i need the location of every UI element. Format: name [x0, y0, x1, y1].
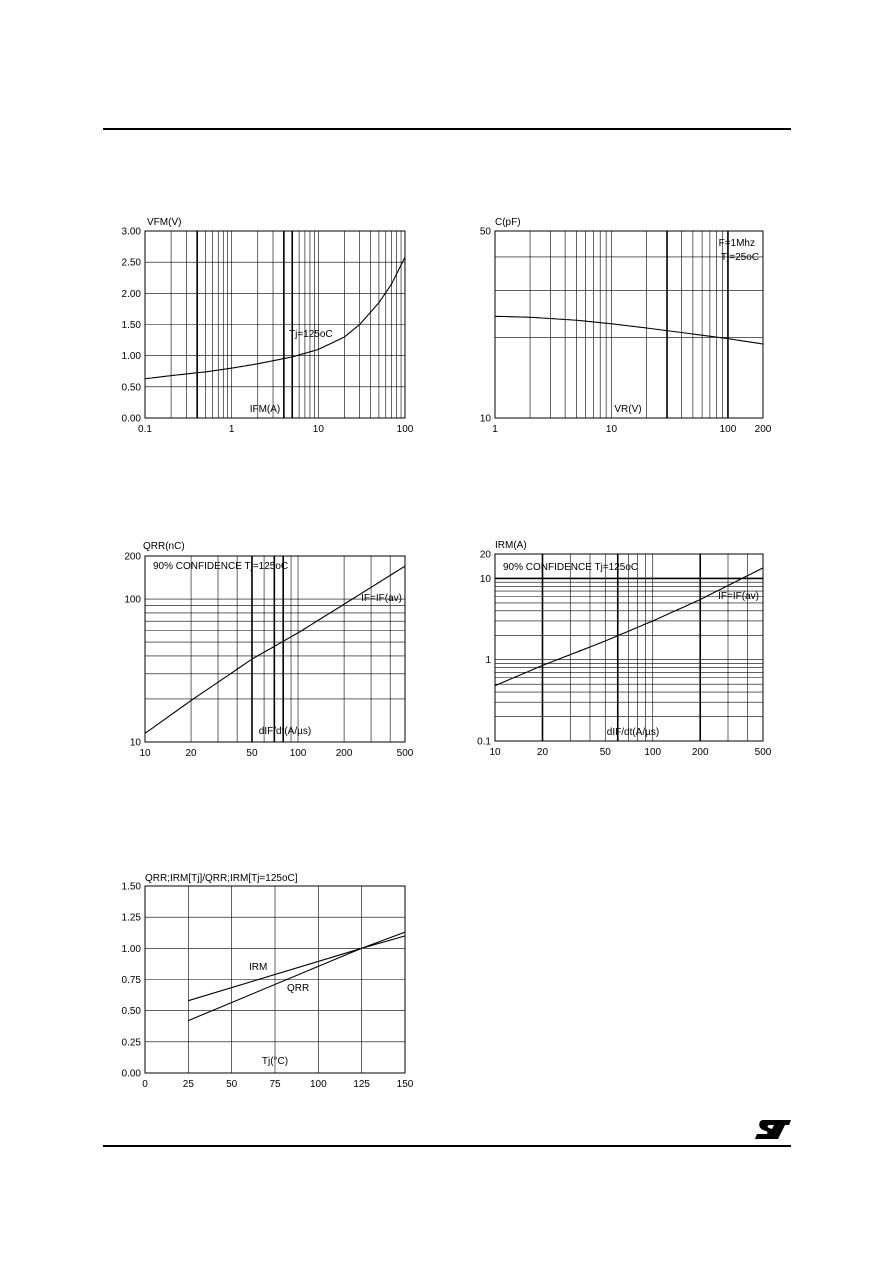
x-tick-label: 50	[599, 747, 611, 758]
y-tick-label: 50	[479, 226, 491, 238]
chart-annotation: IF=IF(av)	[718, 591, 759, 602]
footer-rule	[103, 1145, 791, 1147]
chart-capacitance-vs-vr	[455, 212, 790, 447]
x-tick-label: 1	[492, 424, 498, 435]
x-tick-label: 20	[536, 747, 549, 758]
y-tick-label: 10	[479, 413, 491, 425]
x-tick-label: 10	[312, 424, 324, 435]
chart-annotation: 90% CONFIDENCE Tj=125oC	[503, 562, 639, 573]
x-tick-label: 125	[353, 1079, 371, 1090]
y-tick-label: 200	[124, 551, 141, 563]
x-tick-label: 100	[719, 424, 737, 435]
x-tick-label: 1	[228, 424, 235, 435]
y-tick-label: 1.50	[121, 320, 141, 331]
x-tick-label: 25	[182, 1079, 194, 1090]
y-axis-label: IRM(A)	[495, 540, 527, 551]
x-tick-label: 50	[246, 748, 258, 759]
chart-annotation: Tj=125oC	[289, 329, 333, 340]
chart-vfm-vs-ifm	[103, 212, 433, 447]
x-tick-label: 0.1	[138, 424, 152, 435]
x-tick-label: 500	[396, 748, 414, 759]
y-tick-label: 2.50	[121, 257, 141, 269]
x-tick-label: 100	[309, 1079, 327, 1090]
y-tick-label: 1	[485, 655, 491, 667]
chart-annotation: 90% CONFIDENCE Tj=125oC	[153, 561, 289, 572]
chart-relative-variation-vs-tj	[103, 868, 433, 1103]
chart-irm-vs-dif-dt	[455, 535, 790, 770]
x-tick-label: 100	[396, 424, 414, 435]
series-label: IRM	[249, 962, 268, 973]
y-tick-label: 1.00	[121, 943, 141, 955]
y-axis-label: QRR;IRM[Tj]/QRR;IRM[Tj=125oC]	[145, 873, 298, 884]
y-tick-label: 2.00	[121, 288, 141, 300]
x-tick-label: 500	[754, 747, 772, 758]
y-tick-label: 20	[479, 549, 491, 561]
x-tick-label: 50	[226, 1079, 238, 1090]
y-tick-label: 1.00	[121, 351, 141, 363]
x-axis-label: dIF/dt(A/µs)	[606, 727, 660, 738]
series-label: QRR	[287, 983, 310, 994]
y-tick-label: 0.00	[121, 413, 141, 425]
y-tick-label: 1.25	[121, 912, 141, 924]
chart-qrr-vs-dif-dt	[103, 535, 433, 770]
st-logo	[753, 1117, 793, 1141]
y-tick-label: 0.75	[121, 975, 141, 986]
y-tick-label: 0.00	[121, 1068, 141, 1080]
series-line	[145, 257, 405, 379]
y-tick-label: 0.25	[121, 1037, 141, 1049]
y-tick-label: 3.00	[121, 226, 141, 238]
y-tick-label: 10	[129, 737, 141, 749]
chart-annotation: Tj=25oC	[720, 252, 759, 263]
x-axis-label: VR(V)	[614, 404, 642, 415]
x-tick-label: 10	[489, 747, 501, 758]
y-tick-label: 0.50	[121, 1006, 141, 1018]
y-axis-label: QRR(nC)	[143, 541, 185, 552]
x-axis-label: IFM(A)	[249, 404, 281, 415]
x-tick-label: 100	[289, 748, 307, 759]
y-tick-label: 1.50	[121, 881, 141, 893]
x-tick-label: 20	[185, 748, 197, 759]
chart-annotation: F=1Mhz	[718, 238, 755, 249]
y-tick-label: 0.1	[477, 736, 491, 748]
x-tick-label: 200	[691, 747, 709, 758]
y-axis-label: VFM(V)	[147, 217, 182, 228]
y-tick-label: 10	[479, 573, 491, 585]
x-tick-label: 200	[335, 748, 353, 759]
x-axis-label: Tj(°C)	[261, 1056, 289, 1067]
header-rule	[103, 128, 791, 130]
x-tick-label: 10	[139, 748, 151, 759]
x-tick-label: 200	[754, 424, 772, 435]
y-axis-label: C(pF)	[495, 217, 521, 228]
x-tick-label: 0	[142, 1079, 148, 1090]
y-tick-label: 100	[124, 594, 141, 606]
x-tick-label: 10	[605, 424, 618, 435]
y-tick-label: 0.50	[121, 382, 141, 394]
chart-annotation: IF=IF(av)	[361, 593, 402, 604]
x-tick-label: 150	[396, 1079, 414, 1090]
x-axis-label: dIF/dt(A/µs)	[258, 726, 312, 737]
x-tick-label: 100	[644, 747, 662, 758]
series-line	[495, 568, 763, 686]
x-tick-label: 75	[269, 1079, 281, 1090]
